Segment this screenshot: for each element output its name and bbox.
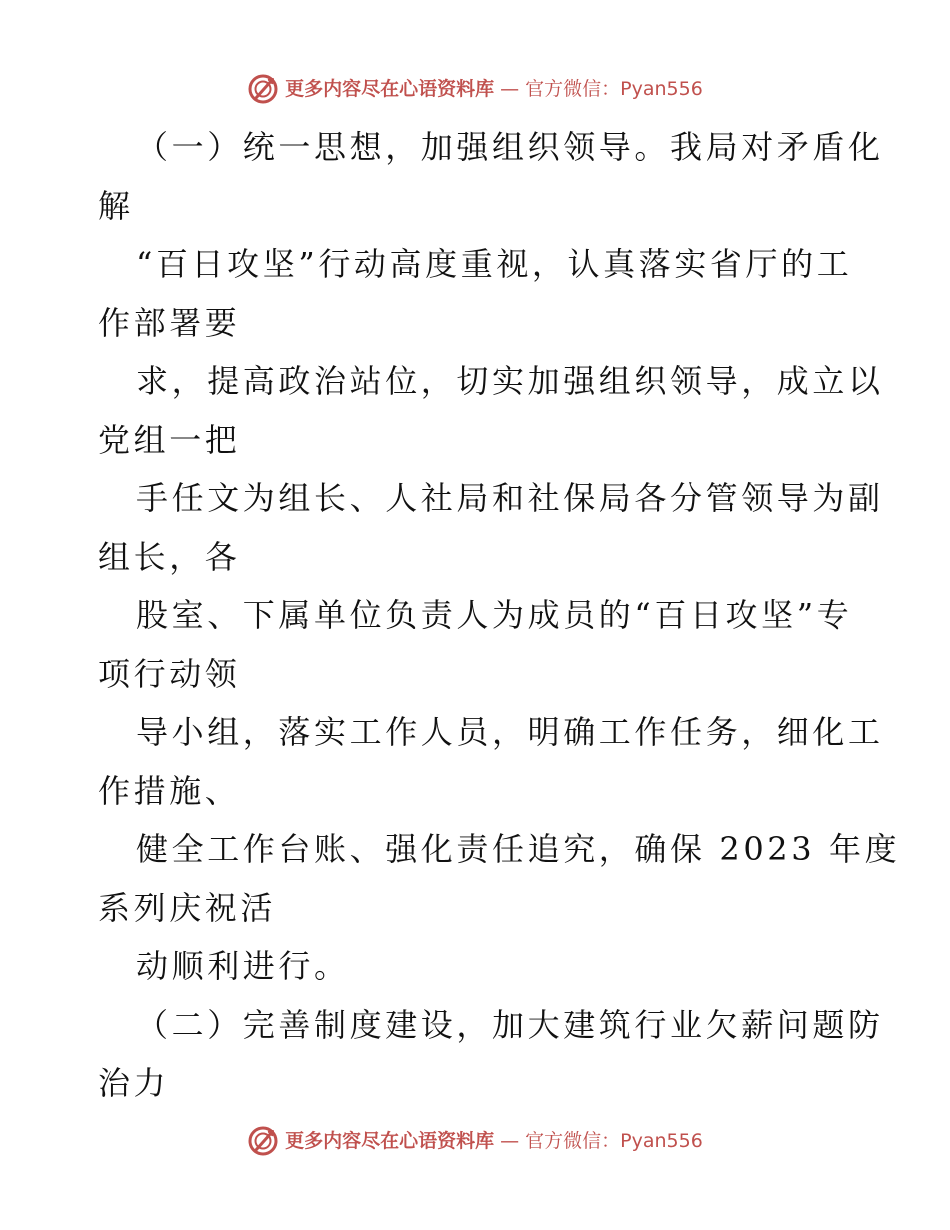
text-line: （一）统一思想，加强组织领导。我局对矛盾化: [136, 128, 884, 166]
text-line: 股室、下属单位负责人为成员的“百日攻坚”专: [136, 596, 853, 634]
text-line: 作部署要: [98, 303, 241, 342]
text-line: 动顺利进行。: [136, 947, 350, 985]
paragraph: [98, 118, 901, 1113]
text-line: 组长，各: [98, 537, 241, 576]
text-line: “百日攻坚”行动高度重视，认真落实省厅的工: [136, 245, 853, 283]
text-line: 治力: [98, 1064, 170, 1102]
text-line: （二）完善制度建设，加大建筑行业欠薪问题防: [136, 1005, 884, 1044]
text-line: 作措施、: [98, 771, 241, 810]
watermark-dash: —: [500, 78, 520, 100]
watermark-dash: —: [500, 1130, 520, 1152]
text-line: 健全工作台账、强化责任追究，确保 2023 年度: [136, 830, 901, 868]
text-line: 导小组，落实工作人员，明确工作任务，细化工: [136, 713, 884, 751]
seal-logo-icon: [247, 73, 279, 105]
watermark-title: 更多内容尽在心语资料库: [285, 1130, 495, 1152]
seal-logo-icon: [247, 1125, 279, 1157]
text-line: 系列庆祝活: [98, 888, 277, 927]
text-line: 解: [98, 186, 134, 225]
text-line: 手任文为组长、人社局和社保局各分管领导为副: [136, 479, 884, 517]
header-watermark: [0, 73, 950, 105]
watermark-contact: 官方微信：Pyan556: [525, 78, 703, 100]
text-line: 党组一把: [98, 420, 241, 459]
watermark-title: 更多内容尽在心语资料库: [285, 78, 495, 100]
text-line: 项行动领: [98, 654, 241, 693]
document-body: [98, 118, 901, 1113]
watermark-contact: 官方微信：Pyan556: [525, 1130, 703, 1152]
text-line: 求，提高政治站位，切实加强组织领导，成立以: [136, 362, 884, 400]
footer-watermark: [0, 1125, 950, 1157]
